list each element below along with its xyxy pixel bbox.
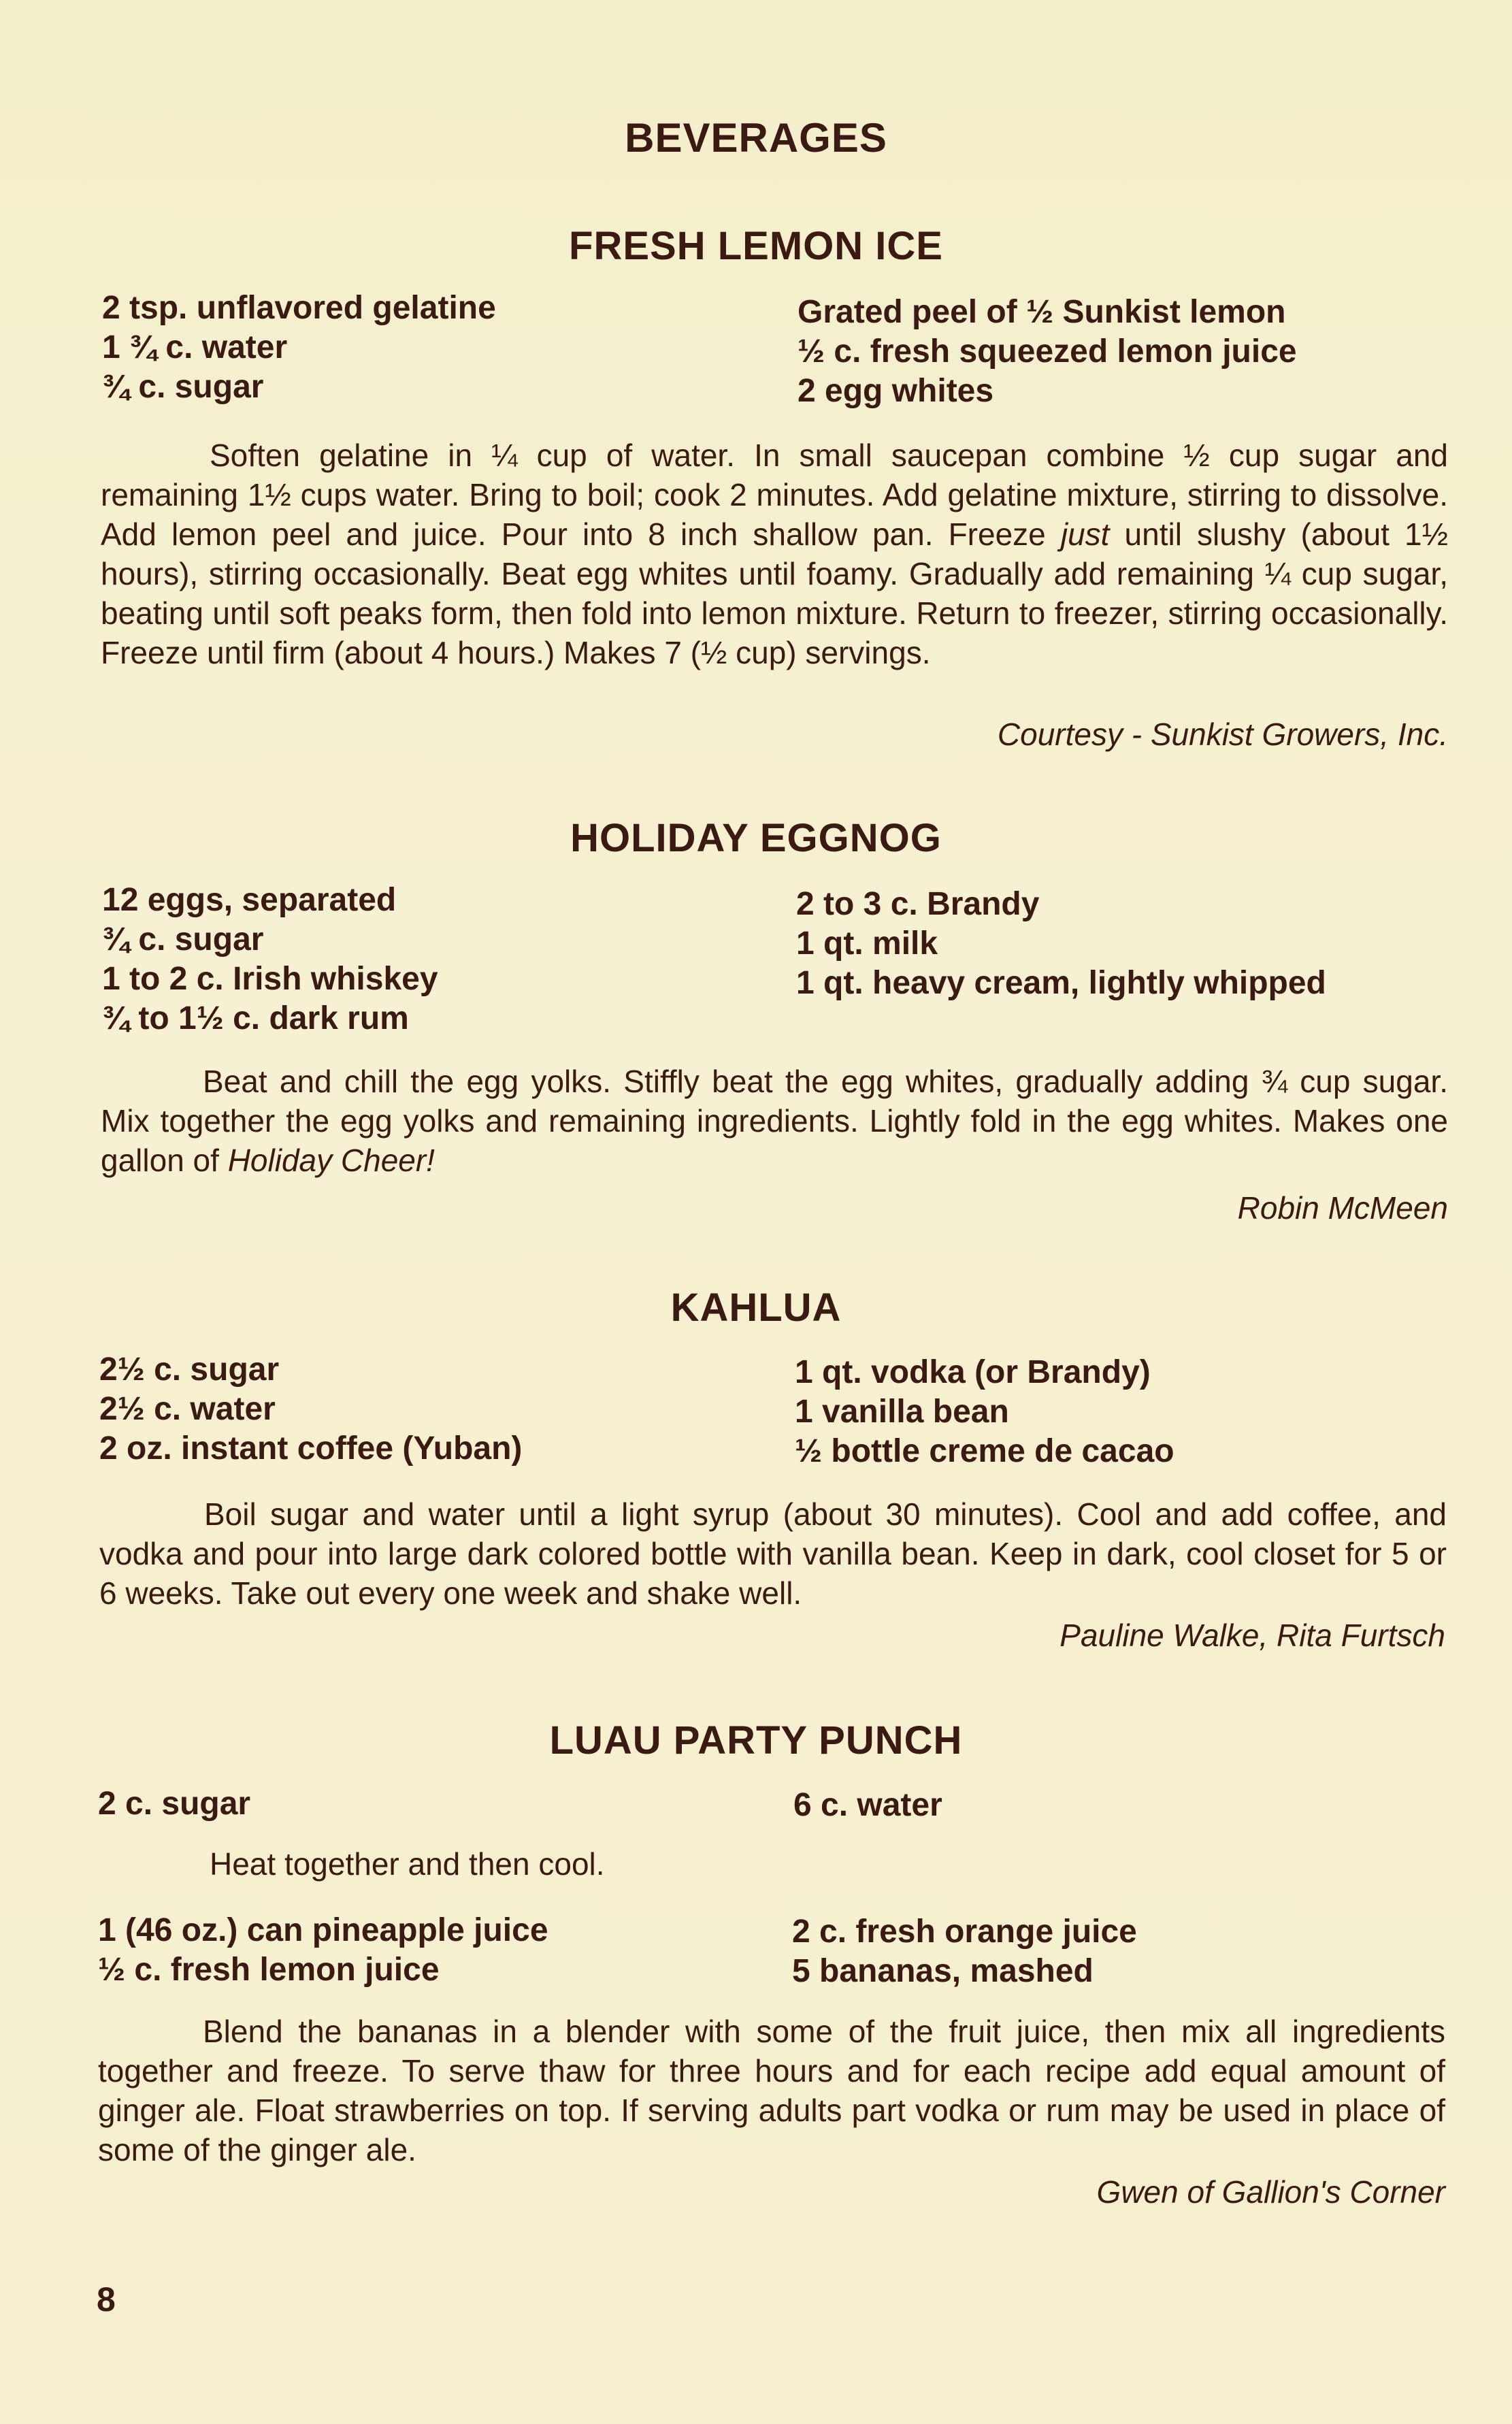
ingredient: 2 egg whites — [798, 373, 994, 409]
directions-emphasis: Holiday Cheer! — [227, 1143, 435, 1178]
ingredient: ¾ c. sugar — [102, 369, 264, 405]
ingredient: 6 c. water — [793, 1787, 942, 1823]
ingredients-right-punch-2 — [792, 1912, 1137, 1991]
ingredients-left-eggnog — [102, 881, 438, 1038]
ingredient: 2 c. fresh orange juice — [792, 1914, 1137, 1950]
directions-lemon-ice — [101, 436, 1448, 672]
ingredients-left-lemon-ice — [102, 289, 496, 407]
ingredients-right-eggnog — [796, 885, 1326, 1003]
ingredient: 12 eggs, separated — [102, 882, 397, 918]
directions-emphasis: just — [1060, 517, 1110, 552]
recipe-title-kahlua: KAHLUA — [670, 1285, 842, 1330]
directions-eggnog — [101, 1062, 1448, 1180]
ingredient: 1 qt. vodka (or Brandy) — [795, 1354, 1151, 1390]
credit-punch: Gwen of Gallion's Corner — [1096, 2174, 1445, 2210]
ingredient: 2 to 3 c. Brandy — [796, 886, 1040, 922]
credit-eggnog: Robin McMeen — [1237, 1190, 1448, 1226]
recipe-title-punch: LUAU PARTY PUNCH — [549, 1718, 963, 1763]
directions-text: until slushy (about 1½ hours), stirring occasionally. Beat egg whites until foamy. Gradually add remaining ¼ cup sugar, beating until soft peaks form, then fold into lemon mixture. Return to freezer, stirring occasionally. Freeze until firm (about 4 hours.) Makes 7 (½ cup) servings. — [101, 517, 1448, 670]
ingredient: 1 qt. milk — [796, 926, 938, 962]
recipe-title-lemon-ice: FRESH LEMON ICE — [569, 224, 943, 268]
ingredient: 5 bananas, mashed — [792, 1953, 1094, 1989]
punch-note: Heat together and then cool. — [210, 1846, 605, 1882]
credit-lemon-ice: Courtesy - Sunkist Growers, Inc. — [997, 717, 1448, 752]
directions-text: Soften gelatine in ¼ cup of water. In small saucepan combine ½ cup sugar and remaining 1½ cups water. Bring to boil; cook 2 minutes. Add gelatine mixture, stirring to dissolve. Add lemon peel and juice. Pour into 8 inch shallow pan. Freeze — [101, 438, 1448, 552]
ingredient: ¾ to 1½ c. dark rum — [102, 1000, 409, 1036]
page-number: 8 — [97, 2280, 116, 2319]
ingredient: Grated peel of ½ Sunkist lemon — [798, 294, 1286, 330]
credit-kahlua: Pauline Walke, Rita Furtsch — [1059, 1618, 1445, 1653]
ingredient: 1 qt. heavy cream, lightly whipped — [796, 965, 1326, 1001]
ingredients-right-kahlua — [795, 1353, 1174, 1471]
ingredient: 1 ¾ c. water — [102, 329, 288, 365]
page-heading: BEVERAGES — [625, 115, 887, 161]
ingredient: 2 tsp. unflavored gelatine — [102, 290, 496, 326]
ingredient: 1 to 2 c. Irish whiskey — [102, 961, 438, 997]
ingredient: 2½ c. sugar — [99, 1352, 280, 1388]
recipe-title-eggnog: HOLIDAY EGGNOG — [570, 816, 942, 860]
directions-punch — [98, 2012, 1445, 2169]
ingredient: ¾ c. sugar — [102, 921, 264, 957]
ingredient: 2 oz. instant coffee (Yuban) — [99, 1430, 523, 1467]
ingredients-left-punch-1 — [98, 1784, 250, 1824]
ingredient: 2 c. sugar — [98, 1786, 251, 1822]
ingredient: 1 (46 oz.) can pineapple juice — [98, 1912, 548, 1948]
ingredient: ½ bottle creme de cacao — [795, 1433, 1174, 1469]
ingredient: ½ c. fresh squeezed lemon juice — [798, 333, 1297, 370]
ingredients-left-kahlua — [99, 1350, 522, 1469]
directions-text: Blend the bananas in a blender with some of the fruit juice, then mix all ingredients together and freeze. To serve thaw for three hours and for each recipe add equal amount of ginger ale. Float strawberries on top. If serving adults part vodka or rum may be used in place of some of the ginger ale. — [98, 2014, 1445, 2167]
directions-text: Beat and chill the egg yolks. Stiffly beat the egg whites, gradually adding ¾ cup sugar. Mix together the egg yolks and remaining ingredients. Lightly fold in the egg whites. Makes one gallon of — [101, 1064, 1448, 1178]
ingredient: ½ c. fresh lemon juice — [98, 1952, 440, 1988]
ingredients-left-punch-2 — [98, 1911, 548, 1990]
ingredients-right-lemon-ice — [798, 293, 1297, 411]
ingredient: 1 vanilla bean — [795, 1394, 1009, 1430]
ingredients-right-punch-1 — [793, 1786, 942, 1825]
ingredient: 2½ c. water — [99, 1391, 276, 1427]
directions-kahlua — [99, 1494, 1447, 1613]
directions-text: Boil sugar and water until a light syrup (about 30 minutes). Cool and add coffee, and vodka and pour into large dark colored bottle with vanilla bean. Keep in dark, cool closet for 5 or 6 weeks. Take out every one week and shake well. — [99, 1496, 1447, 1611]
